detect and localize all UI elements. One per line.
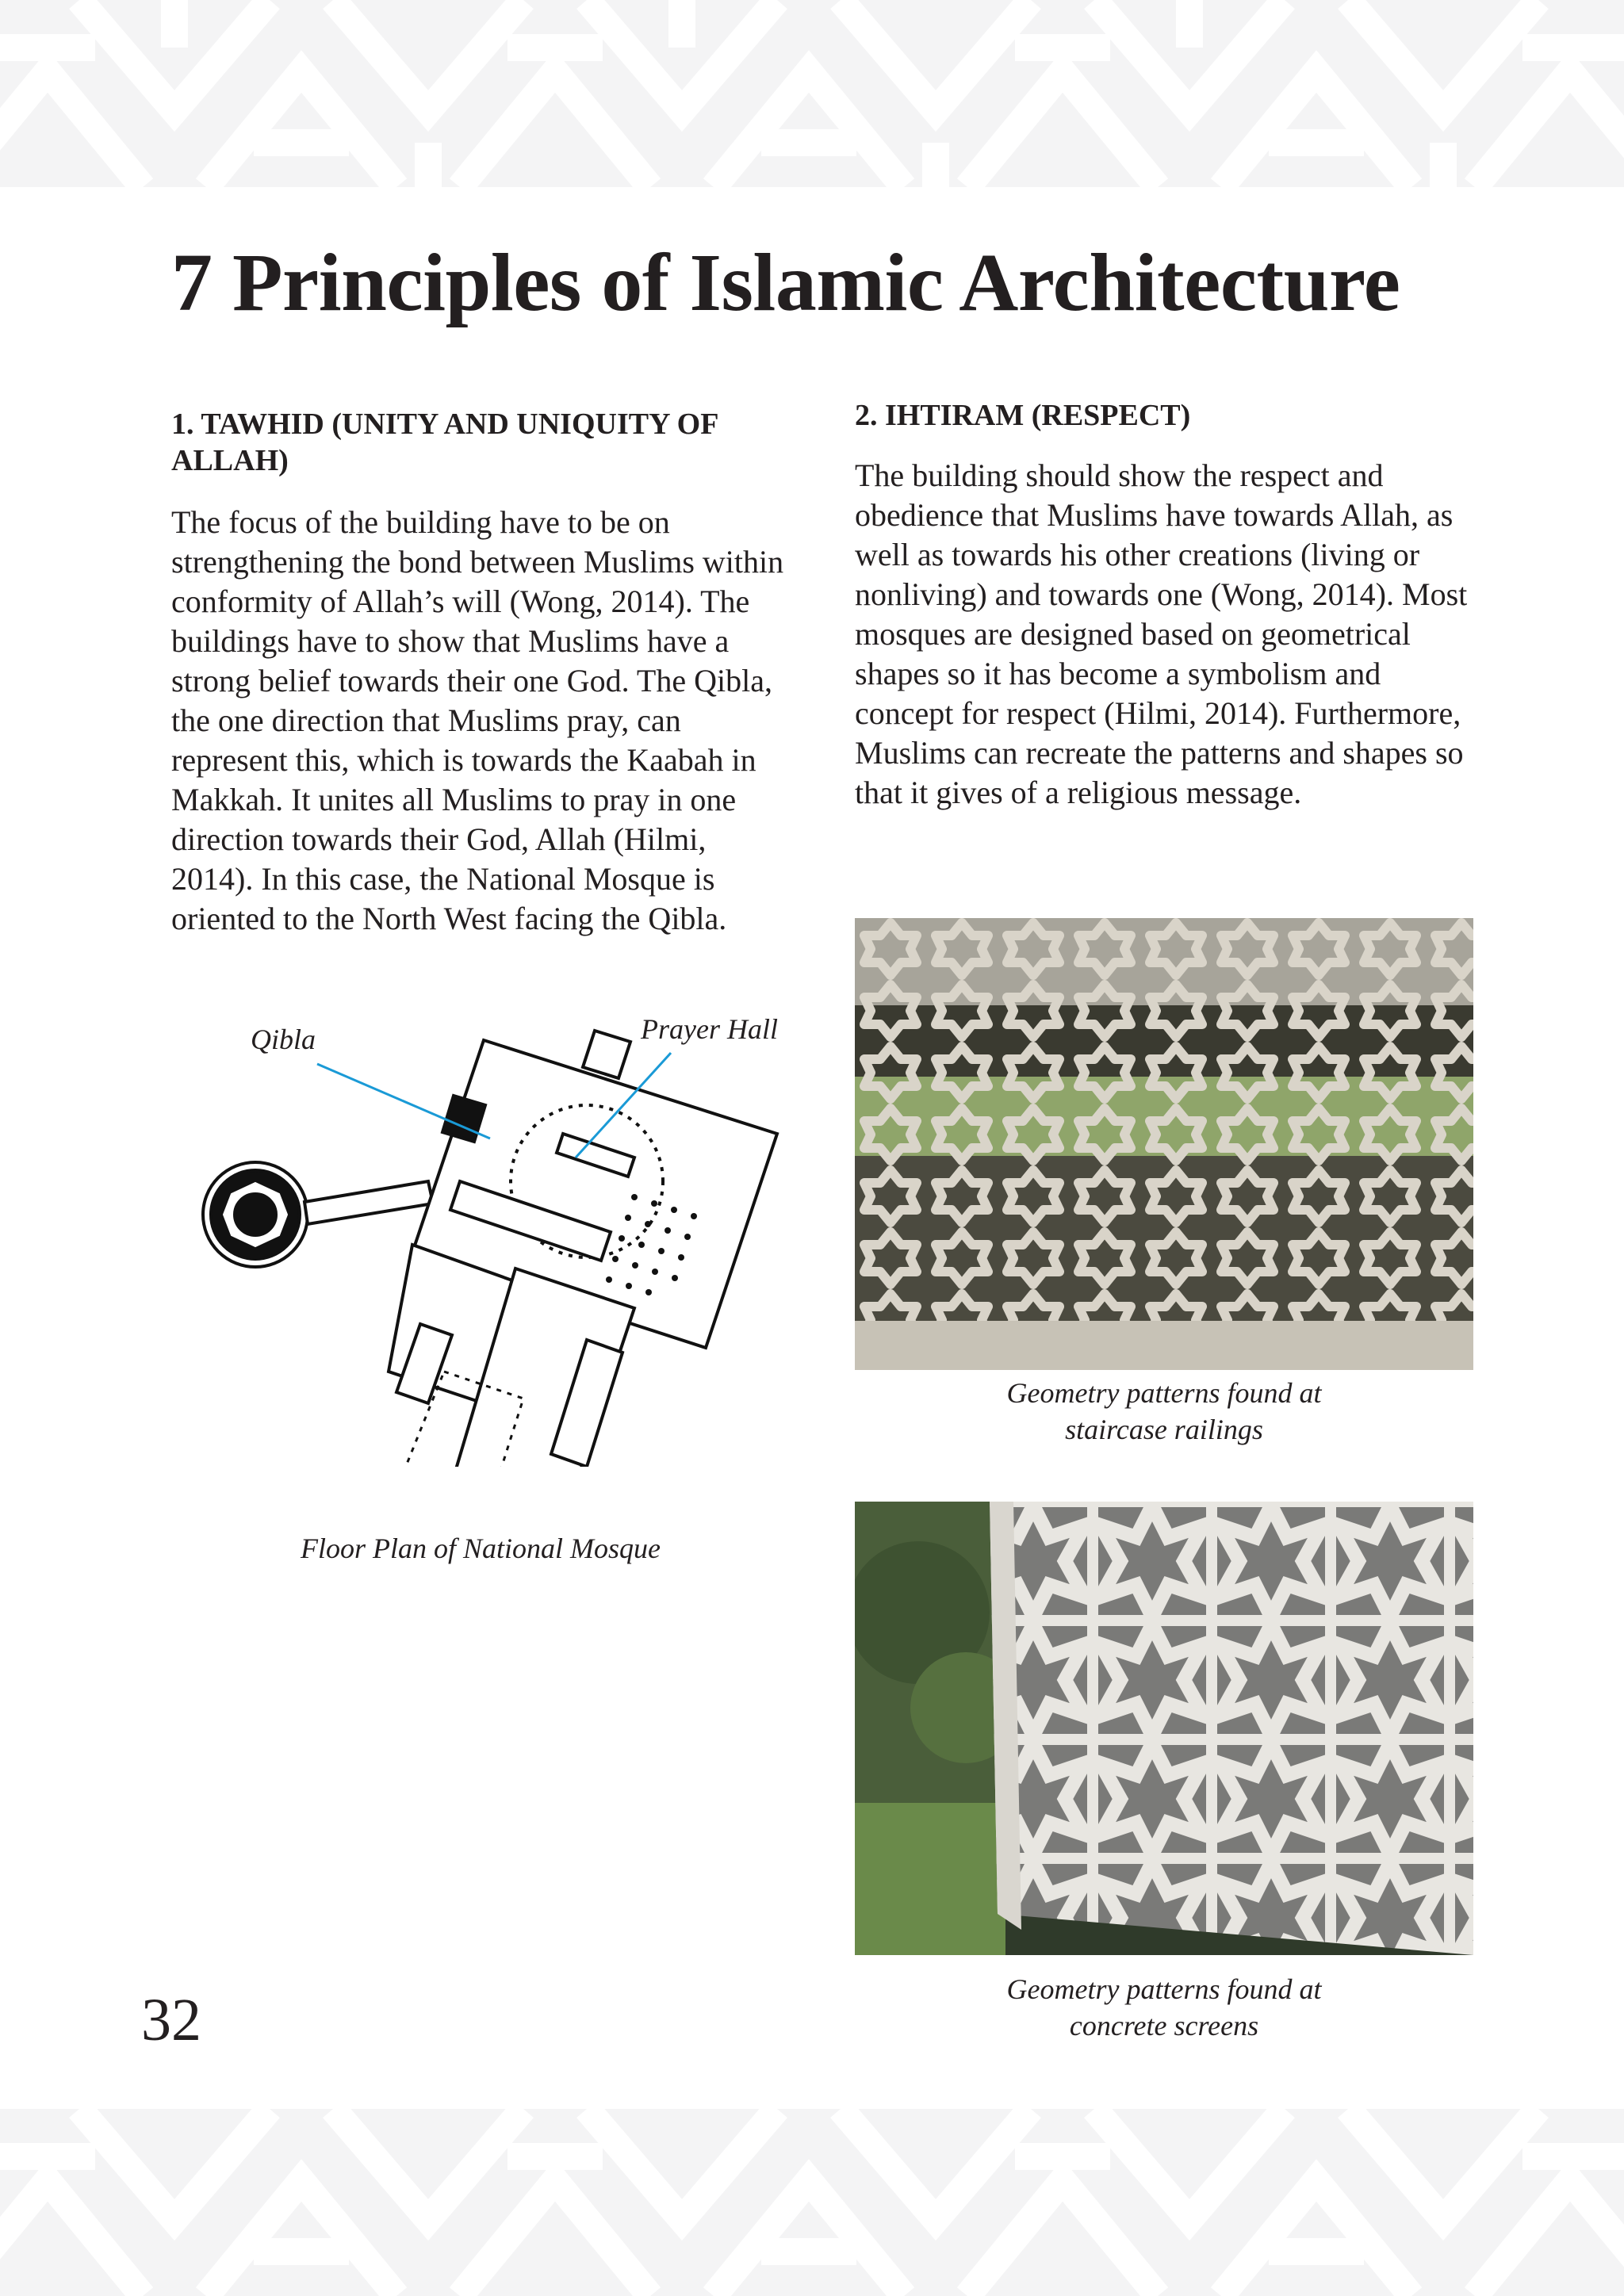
screen-caption bbox=[855, 1971, 1473, 2044]
railing-caption bbox=[855, 1375, 1473, 1448]
section-heading-ihtiram: 2. IHTIRAM (RESPECT) bbox=[855, 399, 1191, 432]
page-number: 32 bbox=[141, 1987, 201, 2053]
section-body-tawhid: The focus of the building have to be on strengthening the bond between Muslims within conformity of Allah’s will (Wong, 2014). The buildings have to show that Muslims have a strong belief towards their one God. The Qibla, the one direction that Muslims pray, can represent this, which is towards the Kaabah in Makkah. It unites all Muslims to pray in one direction towards their God, Allah (Hilmi, 2014). In this case, the National Mosque is oriented to the North West facing the Qibla. bbox=[171, 504, 784, 936]
qibla-label: Qibla bbox=[251, 1024, 316, 1055]
section-body-ihtiram: The building should show the respect and obedience that Muslims have towards Allah, as well as towards his other creations (living or nonliving) and towards one (Wong, 2014). Most mosques are designed based on geometrical shapes so it has become a symbolism and concept for respect (Hilmi, 2014). Furthermore, Muslims can recreate the patterns and shapes so that it gives of a religious message. bbox=[855, 457, 1468, 810]
floor-plan-drawing bbox=[190, 1007, 793, 1467]
concrete-screen-photo bbox=[855, 1502, 1473, 1955]
section-heading-tawhid: 1. TAWHID (UNITY AND UNIQUITY OF ALLAH) bbox=[171, 408, 718, 477]
page-title: 7 Principles of Islamic Architecture bbox=[171, 237, 1400, 328]
staircase-railing-photo bbox=[855, 918, 1473, 1370]
floor-plan-caption: Floor Plan of National Mosque bbox=[301, 1533, 661, 1564]
railing-caption-line2: staircase railings bbox=[1065, 1414, 1263, 1445]
screen-caption-line1: Geometry patterns found at bbox=[1006, 1973, 1322, 2005]
top-decorative-band bbox=[0, 0, 1624, 187]
prayer-hall-label: Prayer Hall bbox=[641, 1013, 778, 1045]
railing-caption-line1: Geometry patterns found at bbox=[1006, 1377, 1322, 1409]
bottom-decorative-band bbox=[0, 2109, 1624, 2296]
screen-caption-line2: concrete screens bbox=[1069, 2010, 1259, 2042]
